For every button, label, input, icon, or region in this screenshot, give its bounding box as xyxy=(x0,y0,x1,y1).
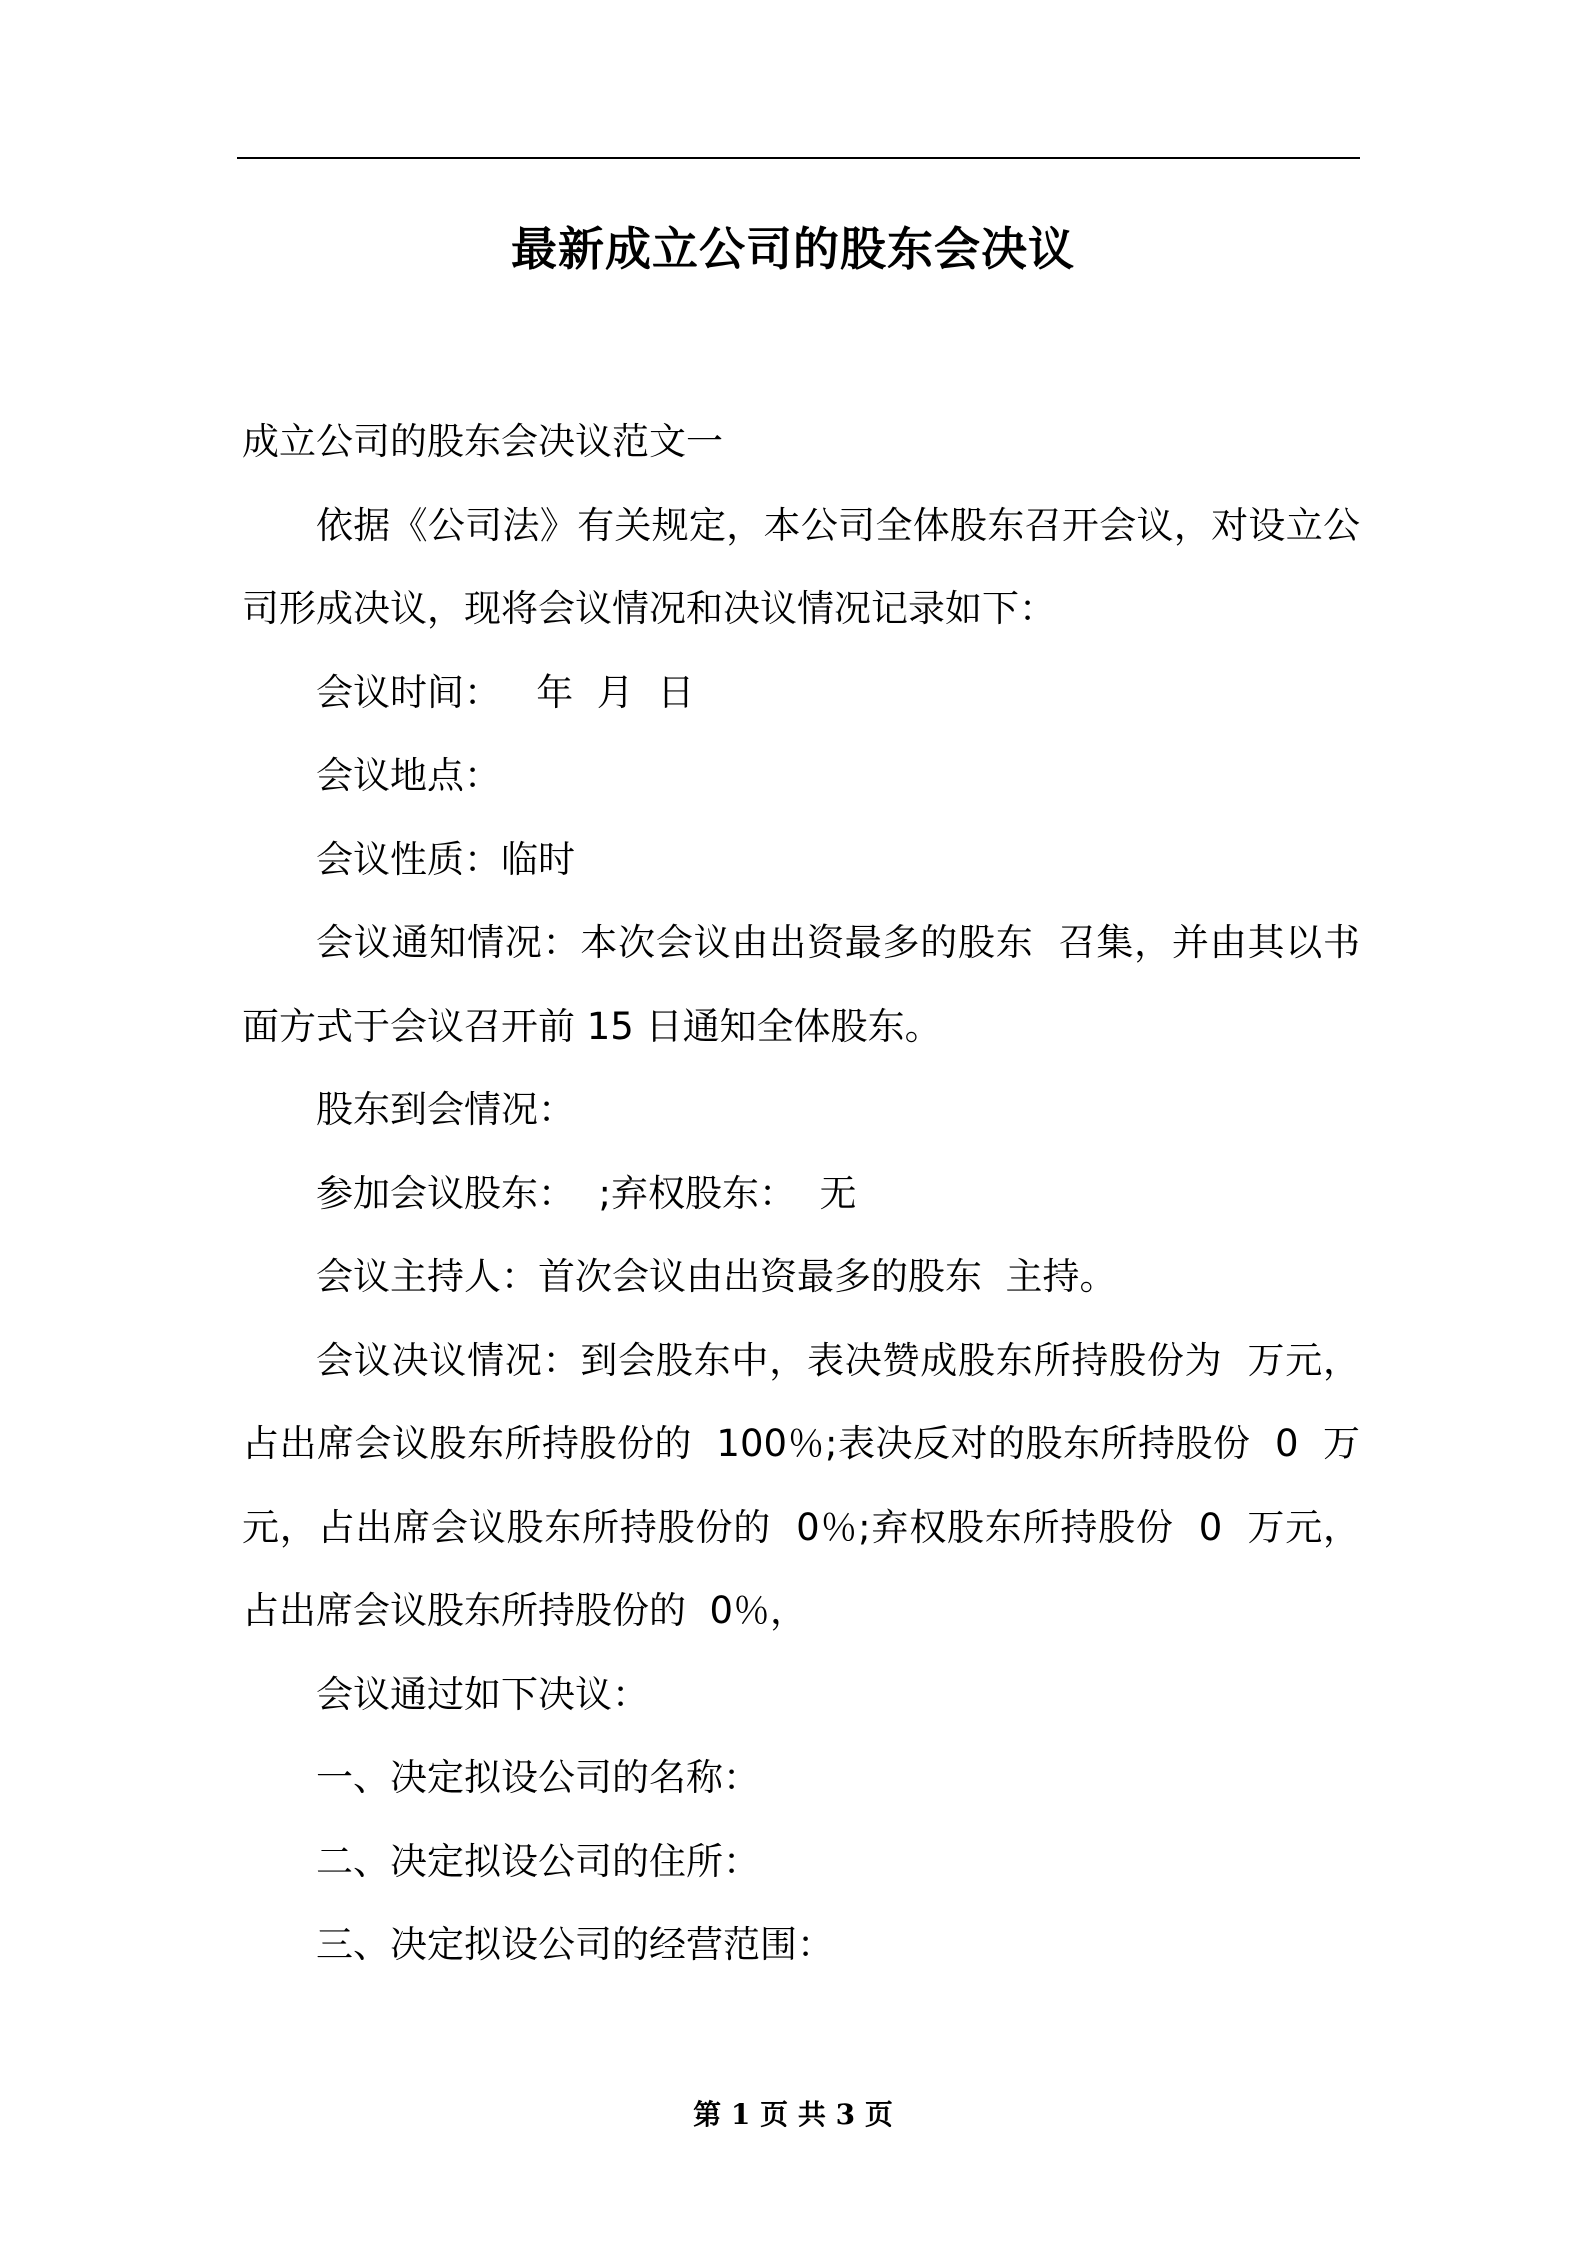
paragraph-host: 会议主持人：首次会议由出资最多的股东 主持。 xyxy=(316,1255,1117,1298)
header-rule xyxy=(237,157,1360,159)
paragraph-participants: 参加会议股东： ;弃权股东： 无 xyxy=(316,1171,857,1215)
resolution-item-3: 三、决定拟设公司的经营范围： xyxy=(316,1923,834,1966)
paragraph-intro: 依据《公司法》有关规定，本公司全体股东召开会议，对设立公司形成决议，现将会议情况和决议情况记录如下： xyxy=(242,503,1360,630)
paragraph-vote-result: 会议决议情况：到会股东中，表决赞成股东所持股份为 万元，占出席会议股东所持股份的 100％;表决反对的股东所持股份 0 万元，占出席会议股东所持股份的 0％;弃权股东所持股份 0 万元，占出席会议股东所持股份的 0％， xyxy=(242,1338,1360,1632)
page-number-footer: 第 1 页 共 3 页 xyxy=(693,2098,893,2131)
paragraph-meeting-location: 会议地点： xyxy=(316,754,501,797)
paragraph-meeting-notice: 会议通知情况：本次会议由出资最多的股东 召集，并由其以书面方式于会议召开前 15 日通知全体股东。 xyxy=(242,921,1360,1048)
section-heading: 成立公司的股东会决议范文一 xyxy=(242,420,723,463)
paragraph-attendance: 股东到会情况： xyxy=(316,1088,575,1131)
resolution-item-1: 一、决定拟设公司的名称： xyxy=(316,1756,760,1799)
document-title: 最新成立公司的股东会决议 xyxy=(511,222,1075,276)
resolution-item-2: 二、决定拟设公司的住所： xyxy=(316,1839,760,1883)
paragraph-meeting-nature: 会议性质：临时 xyxy=(316,837,575,881)
document-body xyxy=(242,400,1360,1987)
paragraph-meeting-time: 会议时间： 年 月 日 xyxy=(316,670,695,714)
paragraph-resolutions-intro: 会议通过如下决议： xyxy=(316,1672,649,1716)
